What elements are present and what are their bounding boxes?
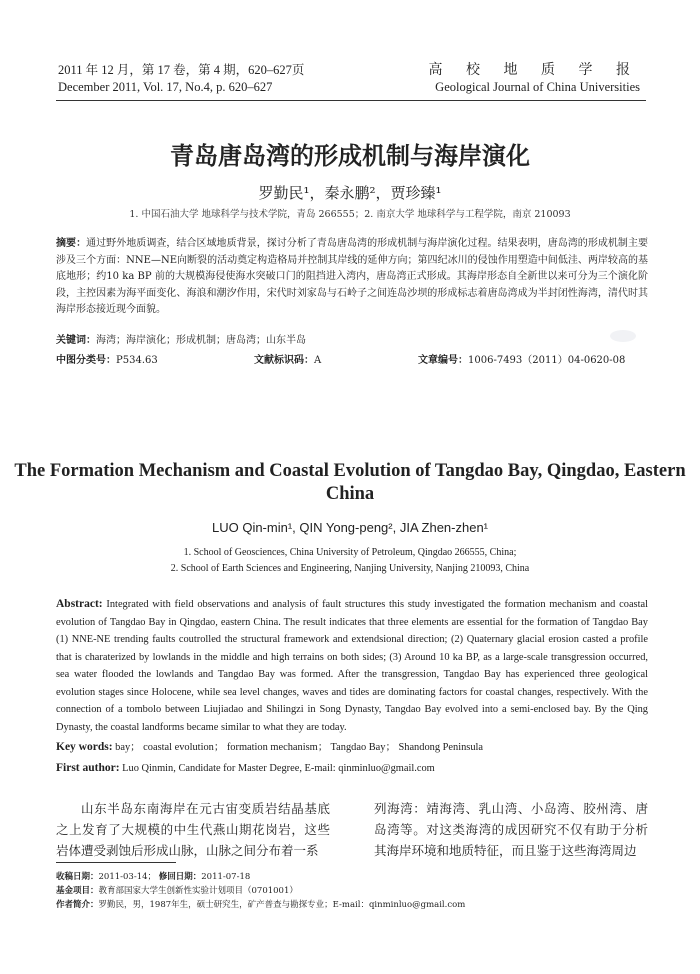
footnote-bio: 作者简介：罗勤民，男，1987年生，硕士研究生，矿产普查与勘探专业；E-mail：qinminluo@gmail.com [56,900,466,910]
title-cn: 青岛唐岛湾的形成机制与海岸演化 [170,142,530,170]
footnote-dates: 收稿日期：2011-03-14； 修回日期：2011-07-18 [56,872,251,882]
journal-name-cn: 高 校 地 质 学 报 [428,63,640,78]
first-author-label: First author: [56,762,120,774]
abstract-cn [56,236,648,319]
first-author-text: Luo Qinmin, Candidate for Master Degree, E-mail: qinminluo@gmail.com [122,763,435,774]
affiliation-en-1: 1. School of Geosciences, China University of Petroleum, Qingdao 266555, China; [183,547,517,558]
keywords-en-label: Key words: [56,741,113,753]
issue-info-cn: 2011 年 12 月，第 17 卷，第 4 期，620–627页 [58,63,305,77]
keywords-cn [56,333,648,350]
footnote-fund: 基金项目：教育部国家大学生创新性实验计划项目（0701001） [56,886,298,896]
abstract-en [56,596,648,736]
journal-name-en: Geological Journal of China Universities [435,80,640,94]
clc-number: 中图分类号：P534.63 [56,355,158,366]
keywords-cn-text: 海湾；海岸演化；形成机制；唐岛湾；山东半岛 [96,335,306,346]
affiliations-cn: 1. 中国石油大学 地球科学与技术学院，青岛 266555；2. 南京大学 地球科学与工程学院，南京 210093 [129,209,571,220]
journal-name [429,62,641,96]
keywords-cn-label: 关键词： [56,335,96,346]
body-column-right: 列海湾：靖海湾、乳山湾、小岛湾、胶州湾、唐岛湾等。对这类海湾的成因研究不仅有助于分析其海岸环境和地质特征，而且鉴于这些海湾周边 [374,801,648,858]
abstract-en-text: Integrated with field observations and analysis of fault structures this study investigated the formation mechanism and coastal evolution of Tangdao Bay in Qingdao, eastern China. The result indicates that three elements are essential for the formation of Tangdao Bay (1) NNE-NE trending faults coutrolled the structural framework and extendsional direction; (2) Quaternary glacial erosion casted a profile that is charaterized by lowlands in the middle and high terrains on both sides; (3) Around 10 ka BP, as a large-scale transgression occurred, sea water flooded the lowlands and Tangdao Bay was formed. After the transgression, Tangdao Bay has experienced three geological evolution stages since Holocene, while sea level changes, waves and tides are dominating factors for coastal changes, respectively. With the connection of a tombolo between Liujiadao and Shilingzi in Song Dynasty, Tangdao Bay evolved into a semi-enclosed bay. By the Qing Dynasty, the coastal landforms became similar to what they are today. [56,599,648,733]
document-code: 文献标识码：A [254,355,322,366]
affiliations-en [0,545,700,577]
keywords-en-text: bay； coastal evolution； formation mechanism； Tangdao Bay； Shandong Peninsula [115,742,484,753]
abstract-cn-label: 摘要： [56,238,87,249]
authors-cn: 罗勤民¹，秦永鹏²，贾珍臻¹ [258,184,442,202]
paper-stain [610,330,636,342]
issue-info [58,62,304,96]
first-author-en [56,762,648,774]
affiliation-en-2: 2. School of Earth Sciences and Engineering, Nanjing University, Nanjing 210093, China [170,563,530,574]
footnote-divider [56,862,176,863]
title-en: The Formation Mechanism and Coastal Evolution of Tangdao Bay, Qingdao, Eastern China [14,461,686,504]
authors-en: LUO Qin-min¹, QIN Yong-peng², JIA Zhen-zhen¹ [211,520,488,535]
body-column-left: 山东半岛东南海岸在元古宙变质岩结晶基底之上发育了大规模的中生代燕山期花岗岩，这些岩体遭受剥蚀后形成山脉，山脉之间分布着一系 [56,801,330,858]
article-number: 文章编号：1006-7493（2011）04-0620-08 [418,355,626,366]
abstract-en-label: Abstract: [56,598,103,610]
issue-info-en: December 2011, Vol. 17, No.4, p. 620–627 [58,80,273,94]
keywords-en [56,738,648,753]
abstract-cn-text: 通过野外地质调查，结合区域地质背景，探讨分析了青岛唐岛湾的形成机制与海岸演化过程。结果表明，唐岛湾的形成机制主要涉及三个方面：NNE—NE向断裂的活动奠定构造格局并控制其岸线的延伸方向；第四纪冰川的侵蚀作用塑造中间低洼、两岸较高的基底地形；约10 ka BP 前的大规模海侵使海水突破口门的阻挡进入湾内，唐岛湾正式形成。其海岸形态自全新世以来可分为三个演化阶段，主控因素为海平面变化、海浪和潮汐作用，宋代时刘家岛与石岭子之间连岛沙坝的形成标志着唐岛湾成为半封闭性海湾，清代时其海岸形态接近现今面貌。 [56,238,649,315]
header-divider [56,100,646,101]
